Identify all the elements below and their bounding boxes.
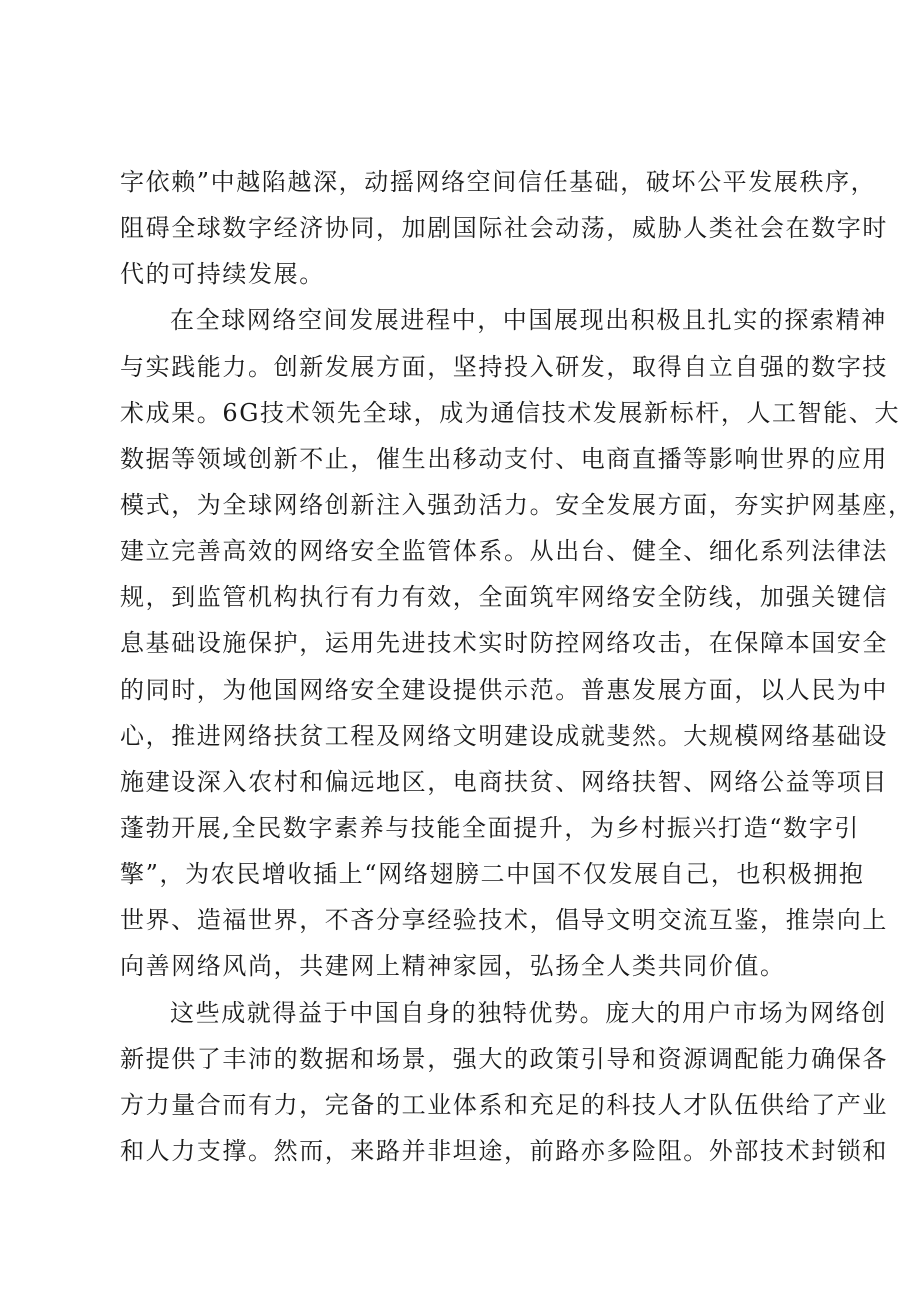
text-line: 世界、造福世界，不吝分享经验技术，倡导文明交流互鉴，推崇向上 — [120, 906, 888, 935]
text-line: 施建设深入农村和偏远地区，电商扶贫、网络扶智、网络公益等项目 — [120, 767, 888, 796]
text-line: 建立完善高效的网络安全监管体系。从出台、健全、细化系列法律法 — [120, 537, 888, 566]
text-line: 新提供了丰沛的数据和场景，强大的政策引导和资源调配能力确保各 — [120, 1044, 888, 1073]
text-line: 方力量合而有力，完备的工业体系和充足的科技人才队伍供给了产业 — [120, 1090, 888, 1119]
text-line: 阻碍全球数字经济协同，加剧国际社会动荡，威胁人类社会在数字时 — [120, 214, 888, 243]
text-line: 在全球网络空间发展进程中，中国展现出积极且扎实的探索精神 — [170, 306, 887, 335]
text-line: 的同时，为他国网络安全建设提供示范。普惠发展方面，以人民为中 — [120, 675, 888, 704]
text-line: 规，到监管机构执行有力有效，全面筑牢网络安全防线，加强关键信 — [120, 583, 888, 612]
paragraph-2 — [120, 297, 914, 989]
text-line: 蓬勃开展,全民数字素养与技能全面提升，为乡村振兴打造“数字引 — [120, 813, 860, 842]
text-line: 和人力支撑。然而，来路并非坦途，前路亦多险阻。外部技术封锁和 — [120, 1136, 888, 1165]
text-line: 与实践能力。创新发展方面，坚持投入研发，取得自立自强的数字技 — [120, 352, 888, 381]
document-body — [120, 159, 914, 1174]
text-line: 术成果。6G技术领先全球，成为通信技术发展新标杆，人工智能、大 — [120, 398, 901, 427]
text-line: 这些成就得益于中国自身的独特优势。庞大的用户市场为网络创 — [170, 998, 887, 1027]
paragraph-1 — [120, 159, 888, 297]
text-line: 数据等领域创新不止，催生出移动支付、电商直播等影响世界的应用 — [120, 444, 888, 473]
paragraph-3 — [120, 990, 888, 1175]
text-line: 擎”，为农民增收插上“网络翅膀二中国不仅发展自己，也积极拥抱 — [120, 860, 865, 889]
text-line: 字依赖”中越陷越深，动摇网络空间信任基础，破坏公平发展秩序， — [120, 168, 877, 196]
text-line: 代的可持续发展。 — [120, 260, 325, 289]
text-line: 心，推进网络扶贫工程及网络文明建设成就斐然。大规模网络基础设 — [120, 721, 888, 750]
text-line: 息基础设施保护，运用先进技术实时防控网络攻击，在保障本国安全 — [120, 629, 888, 658]
text-line: 模式，为全球网络创新注入强劲活力。安全发展方面，夯实护网基座， — [120, 490, 914, 519]
text-line: 向善网络风尚，共建网上精神家园，弘扬全人类共同价值。 — [120, 952, 786, 981]
